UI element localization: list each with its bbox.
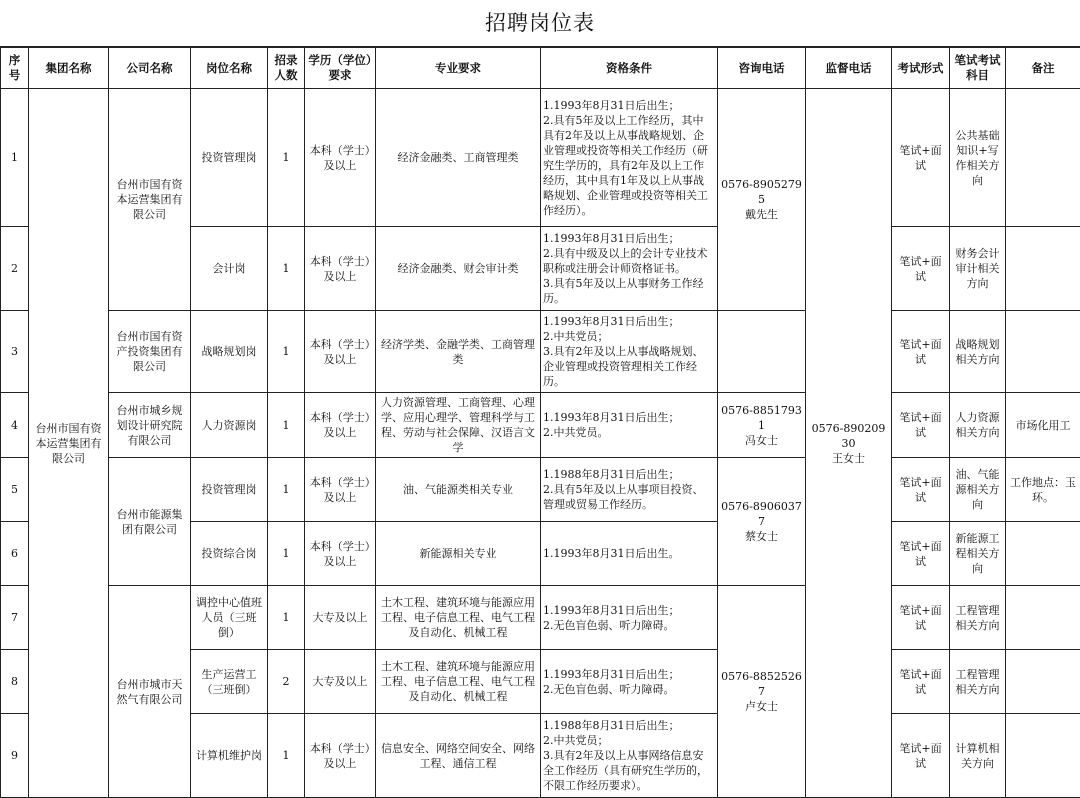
qualification-conditions: 1.1993年8月31日后出生； 2.中共党员。 (541, 393, 718, 458)
table-row (1, 89, 1080, 227)
header-cell: 专业要求 (376, 48, 541, 89)
major-requirement: 信息安全、网络空间安全、网络工程、通信工程 (376, 714, 541, 798)
header-cell: 岗位名称 (191, 48, 268, 89)
consult-phone: 0576-88517931 冯女士 (718, 393, 806, 458)
company-name: 台州市城乡规划设计研究院有限公司 (109, 393, 191, 458)
hire-count: 1 (268, 714, 305, 798)
position-name: 人力资源岗 (191, 393, 268, 458)
major-requirement: 土木工程、建筑环境与能源应用工程、电子信息工程、电气工程及自动化、机械工程 (376, 650, 541, 714)
hire-count: 1 (268, 227, 305, 311)
qualification-conditions: 1.1993年8月31日后出生； 2.具有5年及以上工作经历，其中具有2年及以上从事战略规划、企业管理或投资等相关工作经历（研究生学历的，具有2年及以上工作经历，其中具有1年及以上从事战略规划、企业管理或投资等相关工作经历）。 (541, 89, 718, 227)
major-requirement: 油、气能源类相关专业 (376, 458, 541, 522)
exam-form: 笔试+面试 (892, 586, 950, 650)
note (1006, 586, 1080, 650)
supervise-phone: 0576-89020930 王女士 (806, 89, 892, 798)
hire-count: 1 (268, 522, 305, 586)
qualification-conditions: 1.1988年8月31日后出生； 2.中共党员； 3.具有2年及以上从事网络信息安全工作经历（具有研究生学历的，不限工作经历要求）。 (541, 714, 718, 798)
major-requirement: 经济金融类、财会审计类 (376, 227, 541, 311)
exam-form: 笔试+面试 (892, 227, 950, 311)
position-name: 计算机维护岗 (191, 714, 268, 798)
recruitment-table (0, 47, 1080, 798)
degree-requirement: 大专及以上 (305, 650, 376, 714)
header-cell: 咨询电话 (718, 48, 806, 89)
header-cell: 学历（学位）要求 (305, 48, 376, 89)
header-cell: 公司名称 (109, 48, 191, 89)
position-name: 战略规划岗 (191, 311, 268, 393)
note (1006, 650, 1080, 714)
major-requirement: 经济金融类、工商管理类 (376, 89, 541, 227)
degree-requirement: 本科（学士）及以上 (305, 522, 376, 586)
row-number: 5 (1, 458, 29, 522)
hire-count: 2 (268, 650, 305, 714)
major-requirement: 新能源相关专业 (376, 522, 541, 586)
hire-count: 1 (268, 311, 305, 393)
exam-form: 笔试+面试 (892, 714, 950, 798)
exam-subject: 工程管理相关方向 (950, 650, 1006, 714)
degree-requirement: 本科（学士）及以上 (305, 311, 376, 393)
row-number: 9 (1, 714, 29, 798)
row-number: 1 (1, 89, 29, 227)
note: 市场化用工 (1006, 393, 1080, 458)
position-name: 投资管理岗 (191, 89, 268, 227)
exam-subject: 战略规划相关方向 (950, 311, 1006, 393)
degree-requirement: 本科（学士）及以上 (305, 227, 376, 311)
note (1006, 714, 1080, 798)
note (1006, 522, 1080, 586)
row-number: 4 (1, 393, 29, 458)
hire-count: 1 (268, 89, 305, 227)
company-name: 台州市国有资本运营集团有限公司 (109, 89, 191, 311)
position-name: 生产运营工（三班倒） (191, 650, 268, 714)
header-cell: 招录人数 (268, 48, 305, 89)
exam-subject: 人力资源相关方向 (950, 393, 1006, 458)
qualification-conditions: 1.1993年8月31日后出生； 2.无色盲色弱、听力障碍。 (541, 586, 718, 650)
position-name: 投资综合岗 (191, 522, 268, 586)
qualification-conditions: 1.1993年8月31日后出生。 (541, 522, 718, 586)
major-requirement: 经济学类、金融学类、工商管理类 (376, 311, 541, 393)
table-row (1, 458, 1080, 522)
row-number: 2 (1, 227, 29, 311)
consult-phone: 0576-89052795 戴先生 (718, 89, 806, 311)
exam-form: 笔试+面试 (892, 89, 950, 227)
consult-phone (718, 311, 806, 393)
major-requirement: 人力资源管理、工商管理、心理学、应用心理学、管理科学与工程、劳动与社会保障、汉语言文学 (376, 393, 541, 458)
exam-subject: 油、气能源相关方向 (950, 458, 1006, 522)
position-name: 调控中心值班人员（三班倒） (191, 586, 268, 650)
qualification-conditions: 1.1993年8月31日后出生； 2.中共党员； 3.具有2年及以上从事战略规划、企业管理或投资管理相关工作经历。 (541, 311, 718, 393)
degree-requirement: 本科（学士）及以上 (305, 714, 376, 798)
note: 工作地点：玉环。 (1006, 458, 1080, 522)
header-cell: 笔试考试科目 (950, 48, 1006, 89)
exam-form: 笔试+面试 (892, 650, 950, 714)
company-name: 台州市能源集团有限公司 (109, 458, 191, 586)
exam-subject: 公共基础知识+写作相关方向 (950, 89, 1006, 227)
header-cell: 备注 (1006, 48, 1080, 89)
qualification-conditions: 1.1988年8月31日后出生； 2.具有5年及以上从事项目投资、管理或贸易工作经历。 (541, 458, 718, 522)
header-row (1, 48, 1080, 89)
exam-form: 笔试+面试 (892, 522, 950, 586)
company-name: 台州市城市天然气有限公司 (109, 586, 191, 798)
exam-subject: 新能源工程相关方向 (950, 522, 1006, 586)
table-row (1, 393, 1080, 458)
table-title: 招聘岗位表 (0, 0, 1080, 47)
row-number: 7 (1, 586, 29, 650)
degree-requirement: 本科（学士）及以上 (305, 89, 376, 227)
position-name: 投资管理岗 (191, 458, 268, 522)
header-cell: 序号 (1, 48, 29, 89)
row-number: 6 (1, 522, 29, 586)
note (1006, 311, 1080, 393)
degree-requirement: 本科（学士）及以上 (305, 458, 376, 522)
note (1006, 89, 1080, 227)
table-row (1, 311, 1080, 393)
exam-form: 笔试+面试 (892, 458, 950, 522)
position-name: 会计岗 (191, 227, 268, 311)
qualification-conditions: 1.1993年8月31日后出生； 2.具有中级及以上的会计专业技术职称或注册会计师资格证书。 3.具有5年及以上从事财务工作经历。 (541, 227, 718, 311)
row-number: 3 (1, 311, 29, 393)
table-row (1, 586, 1080, 650)
header-cell: 监督电话 (806, 48, 892, 89)
degree-requirement: 本科（学士）及以上 (305, 393, 376, 458)
group-name: 台州市国有资本运营集团有限公司 (29, 89, 109, 798)
hire-count: 1 (268, 393, 305, 458)
exam-subject: 工程管理相关方向 (950, 586, 1006, 650)
consult-phone: 0576-88525267 卢女士 (718, 586, 806, 798)
note (1006, 227, 1080, 311)
company-name: 台州市国有资产投资集团有限公司 (109, 311, 191, 393)
exam-form: 笔试+面试 (892, 311, 950, 393)
degree-requirement: 大专及以上 (305, 586, 376, 650)
header-cell: 资格条件 (541, 48, 718, 89)
hire-count: 1 (268, 586, 305, 650)
row-number: 8 (1, 650, 29, 714)
major-requirement: 土木工程、建筑环境与能源应用工程、电子信息工程、电气工程及自动化、机械工程 (376, 586, 541, 650)
header-cell: 考试形式 (892, 48, 950, 89)
consult-phone: 0576-89060377 蔡女士 (718, 458, 806, 586)
exam-form: 笔试+面试 (892, 393, 950, 458)
qualification-conditions: 1.1993年8月31日后出生； 2.无色盲色弱、听力障碍。 (541, 650, 718, 714)
exam-subject: 计算机相关方向 (950, 714, 1006, 798)
header-cell: 集团名称 (29, 48, 109, 89)
hire-count: 1 (268, 458, 305, 522)
exam-subject: 财务会计审计相关方向 (950, 227, 1006, 311)
